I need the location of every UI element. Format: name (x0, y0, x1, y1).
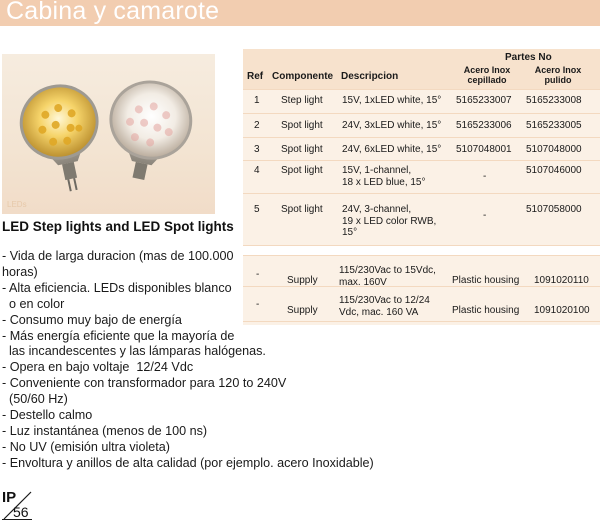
cell-ref: 2 (254, 120, 260, 131)
feature-item: o en color (2, 296, 65, 311)
row-divider (243, 113, 600, 114)
feature-item: - Envoltura y anillos de alta calidad (por ejemplo. acero Inoxidable) (2, 455, 374, 470)
cell-acero-cepillado: 5107048001 (456, 144, 512, 155)
section-title: Cabina y camarote (6, 0, 220, 25)
cell-acero-pulido: 5165233005 (526, 120, 582, 131)
product-photo (2, 54, 215, 214)
cell-componente: Spot light (281, 165, 323, 176)
feature-item: - Vida de larga duracion (mas de 100.000 (2, 249, 234, 263)
header-descripcion: Descripcion (341, 71, 399, 82)
cell-descripcion: 15V, 1-channel, 18 x LED blue, 15° (342, 165, 426, 188)
cell-acero-cepillado: - (483, 171, 487, 182)
ip-rating-badge (2, 490, 32, 520)
section-header (0, 0, 600, 26)
supply-table (243, 255, 600, 325)
row-divider (243, 245, 600, 246)
row-divider (243, 160, 600, 161)
feature-item: - Alta eficiencia. LEDs disponibles blanco (2, 280, 232, 295)
header-acero-cepillado: Acero Inox cepillado (463, 65, 511, 85)
ip-label: IP (2, 489, 17, 506)
cell-acero-pulido: 5107048000 (526, 144, 582, 155)
cell-componente: Spot light (281, 144, 323, 155)
cell-acero-pulido: 5107046000 (526, 165, 582, 176)
cell-acero-pulido: 5165233008 (526, 95, 582, 106)
cell-componente: Supply (287, 305, 318, 316)
cell-housing: Plastic housing (452, 275, 520, 286)
cell-housing: Plastic housing (452, 305, 520, 316)
header-componente: Componente (272, 71, 334, 82)
cell-part-number: 1091020110 (534, 275, 589, 286)
row-divider (243, 255, 600, 256)
ip-number: 56 (13, 504, 29, 520)
feature-item: - No UV (emisión ultra violeta) (2, 439, 170, 454)
product-title: LED Step lights and LED Spot lights (2, 219, 234, 234)
parts-table (243, 49, 600, 245)
feature-item: - Consumo muy bajo de energía (2, 312, 182, 327)
cell-componente: Step light (281, 95, 323, 106)
cell-descripcion: 15V, 1xLED white, 15° (342, 95, 442, 106)
header-acero-pulido: Acero Inox pulido (534, 65, 582, 85)
feature-item: - Conveniente con transformador para 120 to 240V (2, 376, 287, 391)
cell-ref: 3 (254, 144, 260, 155)
cell-ref: - (256, 299, 260, 310)
cell-ref: 5 (254, 204, 260, 215)
feature-item: - Luz instantánea (menos de 100 ns) (2, 423, 208, 438)
cell-descripcion: 24V, 6xLED white, 15° (342, 144, 442, 155)
cell-descripcion: 24V, 3-channel, 19 x LED color RWB, 15° (342, 204, 437, 238)
cell-ref: - (256, 269, 260, 280)
photo-caption: LEDs (7, 200, 27, 209)
cell-acero-cepillado: 5165233007 (456, 95, 512, 106)
cell-descripcion: 115/230Vac to 15Vdc, max. 160V (339, 265, 436, 288)
cell-acero-cepillado: 5165233006 (456, 120, 512, 131)
cell-part-number: 1091020100 (534, 305, 590, 316)
row-divider (243, 137, 600, 138)
table-header (243, 49, 600, 89)
cell-componente: Spot light (281, 120, 323, 131)
cell-acero-cepillado: - (483, 210, 487, 221)
cell-acero-pulido: 5107058000 (526, 204, 582, 215)
feature-item: - Opera en bajo voltaje 12/24 Vdc (2, 360, 194, 375)
row-divider (243, 89, 600, 90)
feature-item: - Más energía eficiente que la mayoría de (2, 328, 235, 343)
cell-ref: 4 (254, 165, 260, 176)
cell-componente: Supply (287, 275, 318, 286)
partes-no-label: Partes No (505, 52, 552, 63)
feature-item: - Destello calmo (2, 408, 93, 423)
row-divider (243, 193, 600, 194)
feature-item: horas) (2, 264, 38, 279)
cell-ref: 1 (254, 95, 260, 106)
feature-item: (50/60 Hz) (2, 392, 68, 407)
cell-componente: Spot light (281, 204, 323, 215)
row-divider (243, 321, 600, 322)
cell-descripcion: 24V, 3xLED white, 15° (342, 120, 442, 131)
header-ref: Ref (247, 71, 264, 82)
cell-descripcion: 115/230Vac to 12/24 Vdc, mac. 160 VA (339, 295, 430, 318)
led-bulbs-image (2, 54, 215, 214)
feature-item: las incandescentes y las lámparas halógenas. (2, 344, 266, 359)
